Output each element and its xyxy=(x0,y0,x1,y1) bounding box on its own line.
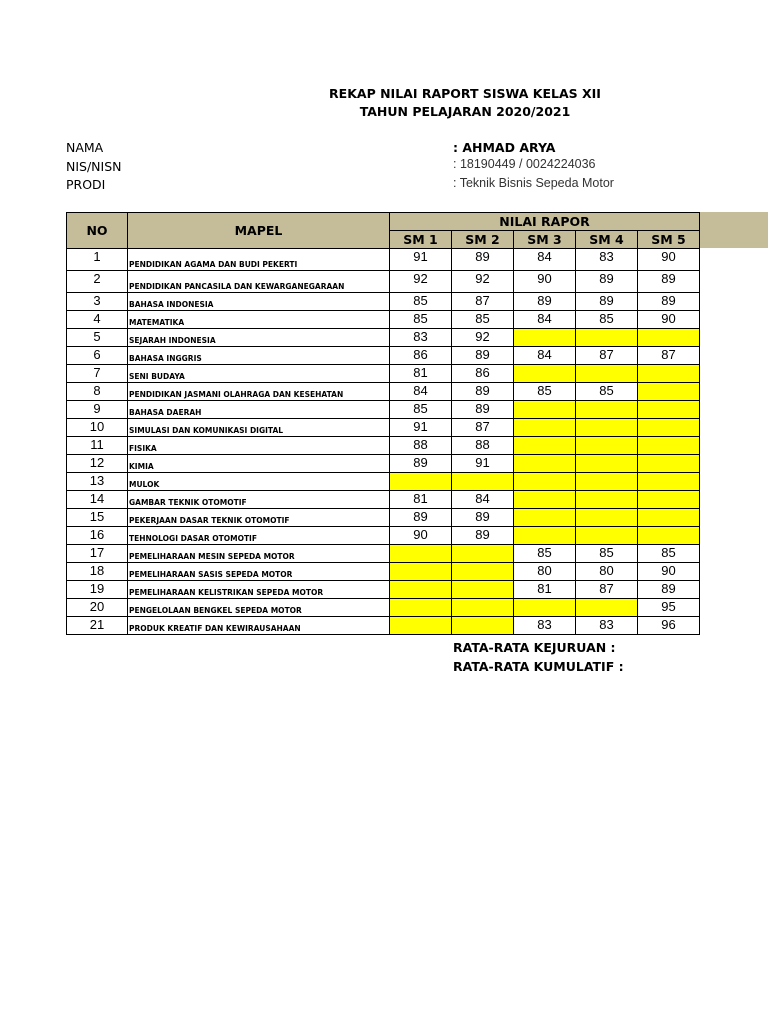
subject-name: PRODUK KREATIF DAN KEWIRAUSAHAAN xyxy=(128,617,390,635)
score-sm1: 85 xyxy=(390,311,452,329)
score-sm1: 84 xyxy=(390,383,452,401)
score-sm4: 83 xyxy=(576,617,638,635)
score-sm4 xyxy=(576,365,638,383)
score-sm4 xyxy=(576,473,638,491)
score-sm1: 92 xyxy=(390,271,452,293)
score-sm2 xyxy=(452,473,514,491)
table-row xyxy=(67,365,700,383)
score-sm2: 92 xyxy=(452,329,514,347)
row-number: 6 xyxy=(67,347,128,365)
score-sm1: 85 xyxy=(390,401,452,419)
score-sm3 xyxy=(514,527,576,545)
subject-name: BAHASA DAERAH xyxy=(128,401,390,419)
avg-kejuruan-label: RATA-RATA KEJURUAN : xyxy=(453,640,616,655)
grades-table-body xyxy=(67,249,700,635)
score-sm3: 89 xyxy=(514,293,576,311)
score-sm1 xyxy=(390,563,452,581)
subject-name: MATEMATIKA xyxy=(128,311,390,329)
avg-kumulatif-label: RATA-RATA KUMULATIF : xyxy=(453,659,624,674)
score-sm3 xyxy=(514,401,576,419)
score-sm3: 83 xyxy=(514,617,576,635)
subject-name: PENGELOLAAN BENGKEL SEPEDA MOTOR xyxy=(128,599,390,617)
table-row xyxy=(67,581,700,599)
score-sm3 xyxy=(514,509,576,527)
score-sm3: 84 xyxy=(514,347,576,365)
score-sm4 xyxy=(576,437,638,455)
grades-table xyxy=(66,212,700,635)
score-sm4 xyxy=(576,455,638,473)
score-sm2 xyxy=(452,545,514,563)
table-row xyxy=(67,329,700,347)
col-mapel-header: MAPEL xyxy=(128,213,390,249)
score-sm3: 85 xyxy=(514,383,576,401)
score-sm3: 84 xyxy=(514,249,576,271)
score-sm1 xyxy=(390,545,452,563)
score-sm2: 89 xyxy=(452,347,514,365)
score-sm2: 92 xyxy=(452,271,514,293)
header-fill-strip xyxy=(699,212,768,248)
table-row xyxy=(67,563,700,581)
table-row xyxy=(67,617,700,635)
score-sm3: 80 xyxy=(514,563,576,581)
score-sm3 xyxy=(514,473,576,491)
score-sm1: 91 xyxy=(390,249,452,271)
score-sm2: 91 xyxy=(452,455,514,473)
score-sm3 xyxy=(514,437,576,455)
score-sm2: 87 xyxy=(452,419,514,437)
score-sm3: 90 xyxy=(514,271,576,293)
row-number: 21 xyxy=(67,617,128,635)
nis-label: NIS/NISN xyxy=(66,159,122,174)
table-row xyxy=(67,527,700,545)
col-sm3-header: SM 3 xyxy=(514,231,576,249)
score-sm1: 89 xyxy=(390,455,452,473)
score-sm5 xyxy=(638,383,700,401)
score-sm1: 81 xyxy=(390,491,452,509)
table-row xyxy=(67,455,700,473)
score-sm4 xyxy=(576,599,638,617)
score-sm4 xyxy=(576,401,638,419)
score-sm1: 90 xyxy=(390,527,452,545)
score-sm5: 89 xyxy=(638,581,700,599)
row-number: 13 xyxy=(67,473,128,491)
table-row xyxy=(67,271,700,293)
row-number: 14 xyxy=(67,491,128,509)
score-sm4: 83 xyxy=(576,249,638,271)
score-sm1 xyxy=(390,581,452,599)
row-number: 7 xyxy=(67,365,128,383)
table-row xyxy=(67,293,700,311)
score-sm5: 90 xyxy=(638,563,700,581)
col-no-header: NO xyxy=(67,213,128,249)
score-sm2 xyxy=(452,599,514,617)
table-row xyxy=(67,347,700,365)
score-sm2: 85 xyxy=(452,311,514,329)
row-number: 12 xyxy=(67,455,128,473)
score-sm3 xyxy=(514,365,576,383)
table-row xyxy=(67,249,700,271)
table-row xyxy=(67,437,700,455)
row-number: 10 xyxy=(67,419,128,437)
score-sm3 xyxy=(514,599,576,617)
score-sm4: 89 xyxy=(576,271,638,293)
score-sm1: 81 xyxy=(390,365,452,383)
row-number: 18 xyxy=(67,563,128,581)
row-number: 4 xyxy=(67,311,128,329)
score-sm5 xyxy=(638,401,700,419)
score-sm4 xyxy=(576,329,638,347)
score-sm2 xyxy=(452,617,514,635)
subject-name: PEMELIHARAAN MESIN SEPEDA MOTOR xyxy=(128,545,390,563)
score-sm2: 88 xyxy=(452,437,514,455)
subject-name: TEHNOLOGI DASAR OTOMOTIF xyxy=(128,527,390,545)
score-sm2: 84 xyxy=(452,491,514,509)
score-sm1 xyxy=(390,617,452,635)
score-sm1: 85 xyxy=(390,293,452,311)
score-sm3: 81 xyxy=(514,581,576,599)
score-sm2 xyxy=(452,581,514,599)
subject-name: SENI BUDAYA xyxy=(128,365,390,383)
score-sm5 xyxy=(638,527,700,545)
score-sm5: 85 xyxy=(638,545,700,563)
report-title: REKAP NILAI RAPORT SISWA KELAS XII xyxy=(329,86,601,101)
table-row xyxy=(67,509,700,527)
table-row xyxy=(67,599,700,617)
score-sm5: 96 xyxy=(638,617,700,635)
score-sm5 xyxy=(638,509,700,527)
table-row xyxy=(67,473,700,491)
row-number: 8 xyxy=(67,383,128,401)
score-sm4 xyxy=(576,527,638,545)
report-year: TAHUN PELAJARAN 2020/2021 xyxy=(359,104,571,119)
col-nilai-rapor-header: NILAI RAPOR xyxy=(390,213,700,231)
score-sm5: 90 xyxy=(638,249,700,271)
row-number: 5 xyxy=(67,329,128,347)
score-sm3: 84 xyxy=(514,311,576,329)
subject-name: BAHASA INDONESIA xyxy=(128,293,390,311)
score-sm4: 89 xyxy=(576,293,638,311)
subject-name: GAMBAR TEKNIK OTOMOTIF xyxy=(128,491,390,509)
score-sm5: 95 xyxy=(638,599,700,617)
score-sm2: 89 xyxy=(452,249,514,271)
subject-name: PENDIDIKAN JASMANI OLAHRAGA DAN KESEHATAN xyxy=(128,383,390,401)
table-row xyxy=(67,491,700,509)
score-sm2: 89 xyxy=(452,383,514,401)
score-sm3 xyxy=(514,491,576,509)
score-sm1: 89 xyxy=(390,509,452,527)
score-sm3 xyxy=(514,455,576,473)
subject-name: KIMIA xyxy=(128,455,390,473)
score-sm2: 89 xyxy=(452,509,514,527)
prodi-value: : Teknik Bisnis Sepeda Motor xyxy=(453,176,614,190)
score-sm1: 83 xyxy=(390,329,452,347)
score-sm4 xyxy=(576,509,638,527)
row-number: 11 xyxy=(67,437,128,455)
name-value: : AHMAD ARYA xyxy=(453,140,556,155)
score-sm5 xyxy=(638,491,700,509)
row-number: 15 xyxy=(67,509,128,527)
score-sm4: 87 xyxy=(576,347,638,365)
table-row xyxy=(67,311,700,329)
score-sm4: 80 xyxy=(576,563,638,581)
score-sm2 xyxy=(452,563,514,581)
score-sm5: 90 xyxy=(638,311,700,329)
score-sm3: 85 xyxy=(514,545,576,563)
score-sm4: 85 xyxy=(576,545,638,563)
score-sm4: 87 xyxy=(576,581,638,599)
subject-name: PEMELIHARAAN SASIS SEPEDA MOTOR xyxy=(128,563,390,581)
table-row xyxy=(67,401,700,419)
score-sm1: 86 xyxy=(390,347,452,365)
subject-name: PEKERJAAN DASAR TEKNIK OTOMOTIF xyxy=(128,509,390,527)
score-sm2: 89 xyxy=(452,527,514,545)
row-number: 3 xyxy=(67,293,128,311)
subject-name: FISIKA xyxy=(128,437,390,455)
score-sm5 xyxy=(638,455,700,473)
row-number: 2 xyxy=(67,271,128,293)
score-sm4 xyxy=(576,491,638,509)
col-sm2-header: SM 2 xyxy=(452,231,514,249)
col-sm4-header: SM 4 xyxy=(576,231,638,249)
subject-name: PENDIDIKAN PANCASILA DAN KEWARGANEGARAAN xyxy=(128,271,390,293)
name-label: NAMA xyxy=(66,140,104,155)
subject-name: PENDIDIKAN AGAMA DAN BUDI PEKERTI xyxy=(128,249,390,271)
nis-value: : 18190449 / 0024224036 xyxy=(453,157,596,171)
score-sm1: 91 xyxy=(390,419,452,437)
prodi-label: PRODI xyxy=(66,177,106,192)
score-sm1: 88 xyxy=(390,437,452,455)
score-sm5: 89 xyxy=(638,271,700,293)
table-row xyxy=(67,419,700,437)
subject-name: BAHASA INGGRIS xyxy=(128,347,390,365)
table-row xyxy=(67,545,700,563)
col-sm1-header: SM 1 xyxy=(390,231,452,249)
score-sm2: 89 xyxy=(452,401,514,419)
score-sm3 xyxy=(514,419,576,437)
row-number: 19 xyxy=(67,581,128,599)
row-number: 17 xyxy=(67,545,128,563)
score-sm5 xyxy=(638,419,700,437)
subject-name: SEJARAH INDONESIA xyxy=(128,329,390,347)
score-sm3 xyxy=(514,329,576,347)
score-sm5 xyxy=(638,473,700,491)
score-sm2: 87 xyxy=(452,293,514,311)
row-number: 9 xyxy=(67,401,128,419)
score-sm5 xyxy=(638,437,700,455)
score-sm1 xyxy=(390,473,452,491)
col-sm5-header: SM 5 xyxy=(638,231,700,249)
score-sm4 xyxy=(576,419,638,437)
score-sm5: 87 xyxy=(638,347,700,365)
score-sm5 xyxy=(638,365,700,383)
score-sm2: 86 xyxy=(452,365,514,383)
row-number: 1 xyxy=(67,249,128,271)
row-number: 16 xyxy=(67,527,128,545)
score-sm4: 85 xyxy=(576,311,638,329)
row-number: 20 xyxy=(67,599,128,617)
subject-name: MULOK xyxy=(128,473,390,491)
score-sm5 xyxy=(638,329,700,347)
score-sm1 xyxy=(390,599,452,617)
subject-name: SIMULASI DAN KOMUNIKASI DIGITAL xyxy=(128,419,390,437)
table-row xyxy=(67,383,700,401)
score-sm5: 89 xyxy=(638,293,700,311)
subject-name: PEMELIHARAAN KELISTRIKAN SEPEDA MOTOR xyxy=(128,581,390,599)
score-sm4: 85 xyxy=(576,383,638,401)
